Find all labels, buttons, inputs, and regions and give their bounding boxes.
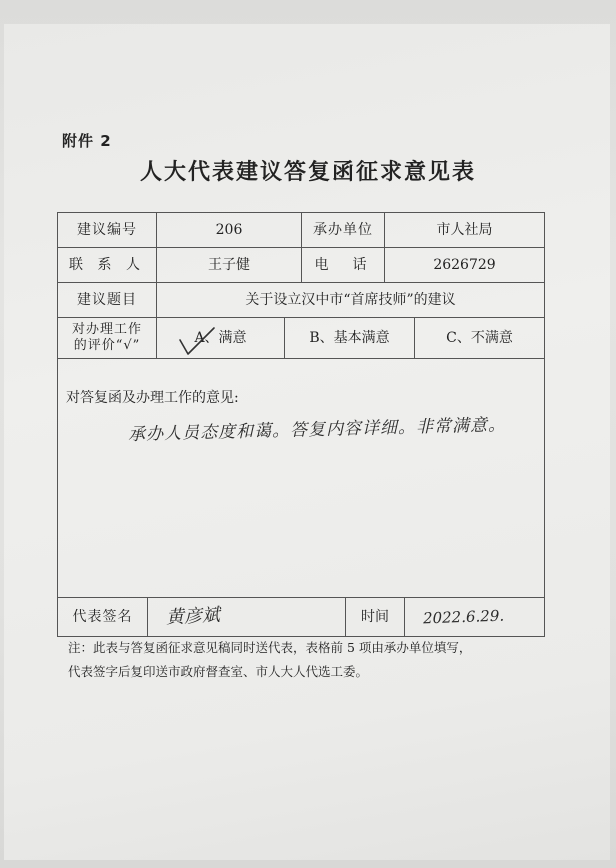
evaluation-label-line2: 的评价“√” — [73, 338, 141, 353]
signature-handwritten: 黄彦斌 — [165, 604, 221, 629]
option-a-satisfied: A、满意 — [156, 317, 285, 359]
footer-note-line1: 注：此表与答复函征求意见稿同时送代表，表格前 5 项由承办单位填写， — [68, 640, 472, 655]
time-label: 时间 — [345, 597, 405, 637]
attachment-label: 附件 2 — [62, 132, 112, 150]
signature-cell — [147, 597, 346, 637]
time-cell — [404, 597, 545, 637]
contact-value: 王子健 — [156, 247, 302, 283]
option-c-unsatisfied: C、不满意 — [414, 317, 545, 359]
option-b-basically-satisfied: B、基本满意 — [284, 317, 415, 359]
phone-value: 2626729 — [384, 247, 545, 283]
contact-label: 联 系 人 — [57, 247, 157, 283]
signature-label: 代表签名 — [57, 597, 148, 637]
subject-value: 关于设立汉中市“首席技师”的建议 — [156, 282, 545, 318]
handling-unit-value: 市人社局 — [384, 212, 545, 248]
evaluation-label — [57, 317, 157, 359]
handling-unit-label: 承办单位 — [301, 212, 385, 248]
evaluation-label-line1: 对办理工作 — [71, 322, 142, 338]
phone-label: 电 话 — [301, 247, 385, 283]
footer-note-line2: 代表签字后复印送市政府督查室、市人大人代选工委。 — [68, 664, 369, 679]
proposal-number-value: 206 — [156, 212, 302, 248]
subject-label: 建议题目 — [57, 282, 157, 318]
proposal-number-label: 建议编号 — [57, 212, 157, 248]
check-mark-icon — [178, 326, 218, 358]
opinion-handwritten-text: 承办人员态度和蔼。答复内容详细。非常满意。 — [127, 415, 507, 445]
form-title: 人大代表建议答复函征求意见表 — [139, 160, 476, 185]
time-handwritten: 2022.6.29. — [422, 606, 505, 628]
opinion-box — [57, 358, 545, 598]
opinion-label: 对答复函及办理工作的意见: — [66, 390, 239, 406]
footer-note — [68, 636, 548, 684]
